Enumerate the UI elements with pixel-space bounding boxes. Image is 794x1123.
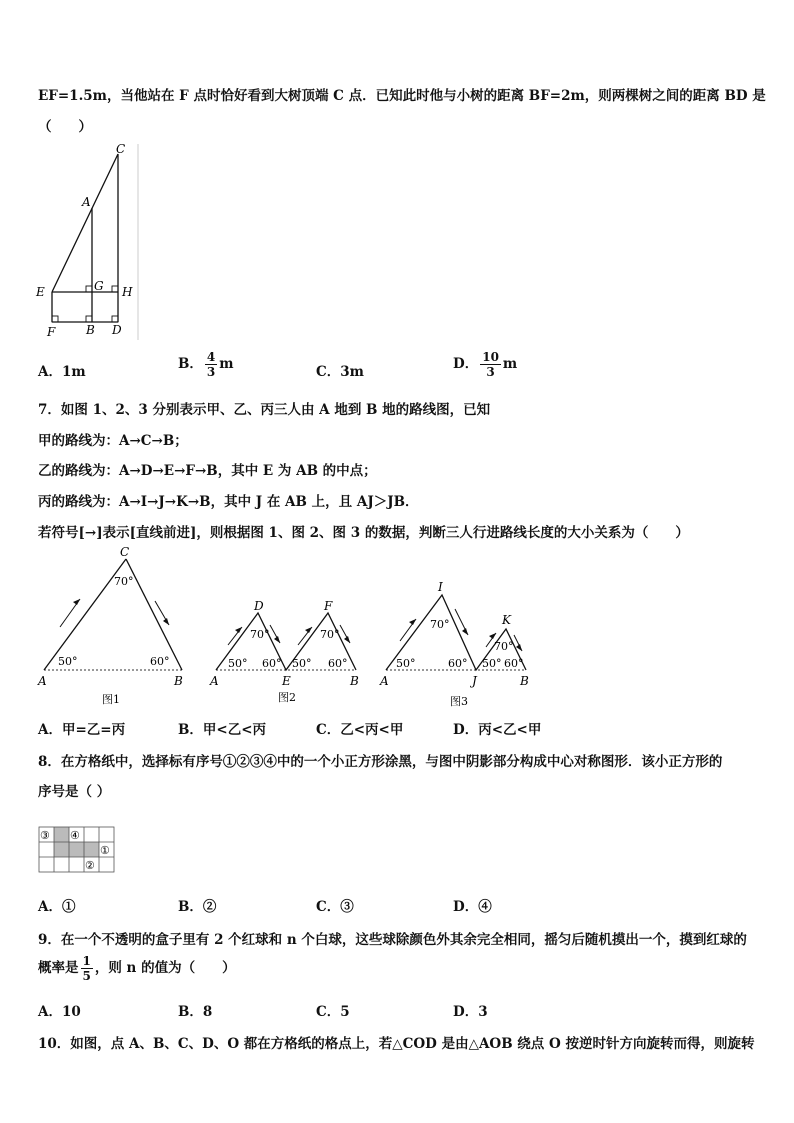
q6-text-line1: EF=1.5m，当他站在 F 点时恰好看到大树顶端 C 点．已知此时他与小树的距离 BF=2m，则两棵树之间的距离 BD 是 [38, 88, 766, 104]
q8-shaded-cell [54, 842, 69, 857]
q6-label-a: A [82, 195, 91, 209]
q8-option-c[interactable]: C．③ [316, 899, 354, 915]
q7-fig1-angle-a: 50° [58, 655, 78, 668]
q6-option-d-fraction: $\frac{10}{3}$ [482, 350, 499, 379]
q9-option-d[interactable]: D．3 [453, 1004, 488, 1020]
q9-text-line1: 9．在一个不透明的盒子里有 2 个红球和 n 个白球，这些球除颜色外其余完全相同，摇匀后随机摸出一个，摸到红球的 [38, 932, 747, 948]
q7-fig3-caption: 图3 [450, 695, 468, 708]
q9-text-line2: 概率是 $\frac{1}{5}$ ，则 n 的值为（ ） [38, 954, 236, 983]
q9-option-c[interactable]: C．5 [316, 1004, 350, 1020]
q7-fig2-label-e: E [282, 674, 291, 688]
q7-option-c[interactable]: C．乙<丙<甲 [316, 722, 404, 738]
q6-label-h: H [122, 285, 133, 299]
q7-fig2-angle-2: 60° [262, 657, 282, 670]
q7-figure1 [37, 545, 183, 706]
q7-fig2-label-d: D [254, 599, 264, 613]
q7-figure2 [209, 599, 359, 704]
q7-fig3-label-j: J [472, 674, 477, 688]
q6-option-b-fraction: $\frac{4}{3}$ [206, 350, 216, 379]
q8-option-a[interactable]: A．① [38, 899, 76, 915]
q8-grid-figure [36, 812, 120, 882]
q6-label-d: D [112, 323, 122, 337]
q8-shaded-cell [54, 827, 69, 842]
q6-option-c[interactable]: C．3m [316, 364, 364, 380]
q7-option-b[interactable]: B．甲<乙<丙 [178, 722, 267, 738]
q8-option-d[interactable]: D．④ [453, 899, 492, 915]
q7-fig2-angle-d: 70° [250, 628, 270, 641]
q7-fig2-angle-4: 60° [328, 657, 348, 670]
q8-option-b[interactable]: B．② [178, 899, 217, 915]
q6-label-f: F [47, 325, 56, 339]
q6-label-g: G [94, 279, 104, 293]
q9-fraction: $\frac{1}{5}$ [82, 954, 91, 983]
q7-option-d[interactable]: D．丙<乙<甲 [453, 722, 542, 738]
q8-text-line1: 8．在方格纸中，选择标有序号①②③④中的一个小正方形涂黑，与图中阴影部分构成中心对称图形．该小正方形的 [38, 754, 723, 770]
q9-option-a[interactable]: A．10 [38, 1004, 81, 1020]
q7-text-line2: 甲的路线为：A→C→B； [38, 433, 188, 449]
q7-text-line3: 乙的路线为：A→D→E→F→B，其中 E 为 AB 的中点； [38, 463, 377, 479]
q7-fig2-angle-3: 50° [292, 657, 312, 670]
q7-text-line5: 若符号[→]表示[直线前进]，则根据图 1、图 2、图 3 的数据，判断三人行进路线长度的大小关系为（ ） [38, 525, 689, 541]
q6-sight-line [52, 154, 118, 292]
q7-fig2-angle-1: 50° [228, 657, 248, 670]
q6-label-e: E [36, 285, 45, 299]
q7-fig3-angle-k: 70° [494, 640, 514, 653]
q7-fig1-label-a: A [38, 674, 47, 688]
q7-fig2-angle-f: 70° [320, 628, 340, 641]
q7-fig1-angle-c: 70° [114, 575, 134, 588]
q8-text-line2: 序号是（ ） [38, 784, 111, 800]
q7-fig2-label-b: B [350, 674, 359, 688]
q6-label-c: C [116, 142, 126, 156]
q7-fig3-angle-2: 60° [448, 657, 468, 670]
q7-option-a[interactable]: A．甲=乙=丙 [38, 722, 126, 738]
q7-fig3-angle-4: 60° [504, 657, 524, 670]
q8-label-2: ② [85, 859, 95, 872]
q6-figure [30, 140, 142, 342]
q7-text-line4: 丙的路线为：A→I→J→K→B，其中 J 在 AB 上，且 AJ＞JB． [38, 494, 419, 510]
q6-option-b[interactable]: B． $\frac{4}{3}$ m [178, 350, 234, 379]
q7-fig3-angle-3: 50° [482, 657, 502, 670]
q8-shaded-cell [69, 842, 84, 857]
q8-label-4: ④ [70, 829, 80, 842]
q6-option-d[interactable]: D． $\frac{10}{3}$ m [453, 350, 518, 379]
q7-fig3-label-b: B [520, 674, 529, 688]
q7-fig3-label-i: I [438, 580, 443, 594]
q7-fig1-label-c: C [120, 545, 130, 559]
q6-label-b: B [86, 323, 95, 337]
q7-text-line1: 7．如图 1、2、3 分别表示甲、乙、丙三人由 A 地到 B 地的路线图，已知 [38, 402, 491, 418]
q7-fig1-label-b: B [174, 674, 183, 688]
q7-fig3-label-a: A [380, 674, 389, 688]
q6-option-a[interactable]: A．1m [38, 364, 86, 380]
q7-fig3-angle-i: 70° [430, 618, 450, 631]
q9-option-b[interactable]: B．8 [178, 1004, 213, 1020]
q7-figure3 [379, 580, 529, 708]
q8-shaded-cell [84, 842, 99, 857]
q7-fig2-label-a: A [210, 674, 219, 688]
q7-fig3-label-k: K [502, 613, 511, 627]
q6-text-line2: （ ） [38, 119, 92, 135]
q7-figures [30, 543, 550, 713]
q7-fig1-angle-b: 60° [150, 655, 170, 668]
q7-fig1-caption: 图1 [102, 693, 120, 706]
q8-label-3: ③ [40, 829, 50, 842]
q7-fig2-caption: 图2 [278, 691, 296, 704]
q7-fig3-angle-1: 50° [396, 657, 416, 670]
q8-label-1: ① [100, 844, 110, 857]
q10-text-line1: 10．如图，点 A、B、C、D、O 都在方格纸的格点上，若△COD 是由△AOB 绕点 O 按逆时针方向旋转而得，则旋转 [38, 1036, 755, 1052]
q7-fig2-label-f: F [324, 599, 333, 613]
